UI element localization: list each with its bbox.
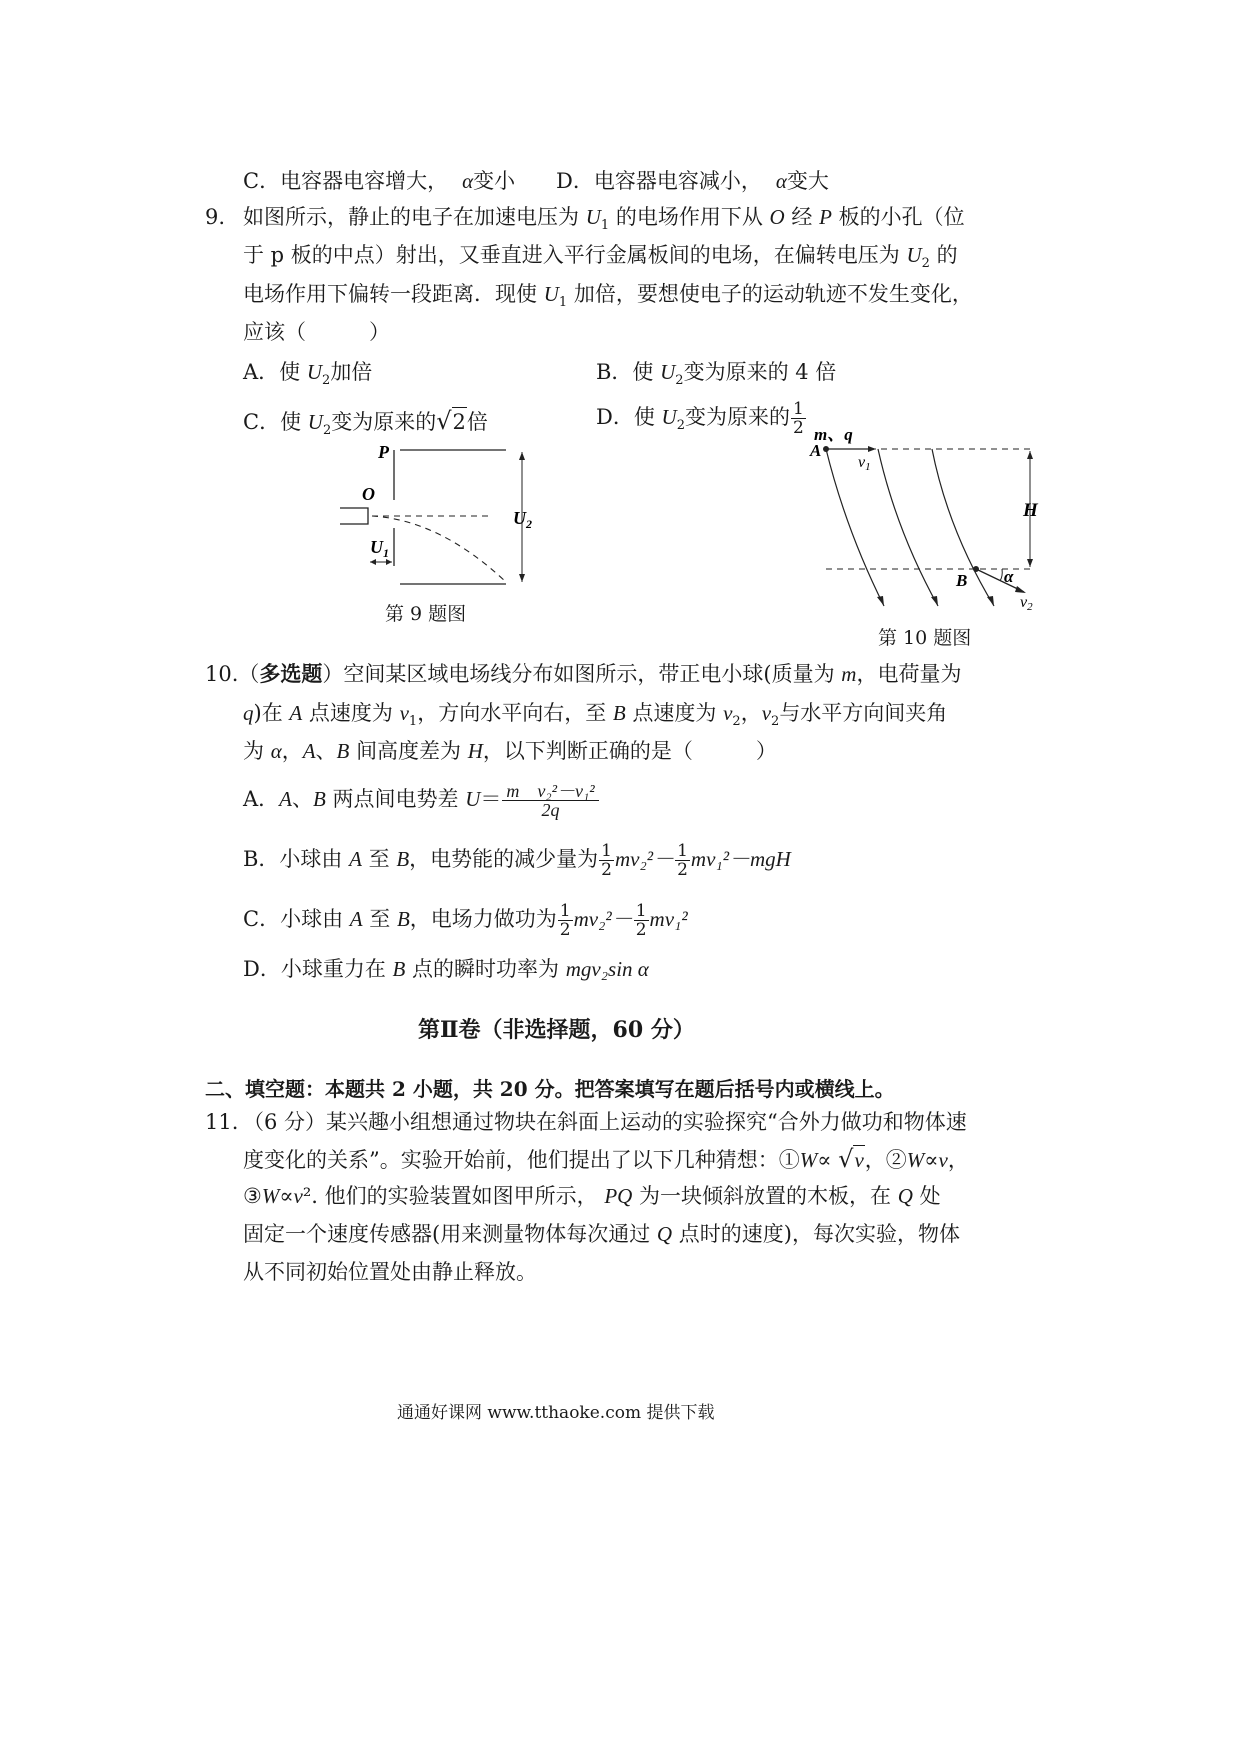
- h-arrowhead-top: [1027, 451, 1033, 459]
- q8-option-c: C．电容器电容增大， α变小: [243, 169, 516, 193]
- q9-option-d: D．使 $U_2$变为原来的 $\frac{1}{2}$: [596, 399, 804, 438]
- u2-arrowhead-top: [519, 452, 525, 460]
- q11-line3: ③W∝v². 他们的实验装置如图甲所示， PQ 为一块倾斜放置的木板，在 Q 处: [243, 1184, 941, 1208]
- q11-line5: 从不同初始位置处由静止释放。: [243, 1260, 537, 1284]
- q10-option-b: B．小球由 A 至 B，电势能的减少量为 $\frac{1}{2}$ mv₂²－ $\frac{1}{2}$ mv₁²－mgH: [243, 841, 791, 880]
- q9-figure: [330, 438, 550, 598]
- deflection-path: [372, 516, 506, 582]
- label-o: O: [362, 484, 375, 504]
- q11-line4: 固定一个速度传感器(用来测量物体每次通过 Q 点时的速度)，每次实验，物体: [243, 1222, 960, 1246]
- v1-arrowhead: [868, 446, 876, 452]
- label-b: B: [956, 571, 968, 590]
- field-line-3-arrow: [987, 596, 994, 606]
- label-v2: v2: [1020, 594, 1033, 613]
- u2-arrowhead-bottom: [519, 574, 525, 582]
- label-u1: $U_1$: [370, 537, 389, 560]
- alpha-arc: [1000, 569, 1002, 581]
- q9-stem-line1: 如图所示，静止的电子在加速电压为 $U_1$ 的电场作用下从 O 经 P 板的小孔（位: [243, 205, 965, 234]
- field-line-2-arrow: [931, 596, 938, 606]
- q9-stem-line2: 于 p 板的中点）射出，又垂直进入平行金属板间的电场，在偏转电压为 $U_2$ 的: [243, 243, 958, 272]
- field-line-2: [878, 449, 938, 606]
- h-arrowhead-bottom: [1027, 559, 1033, 567]
- q9-caption: 第 9 题图: [385, 603, 467, 625]
- q8-option-d: D．电容器电容减小， α变大: [556, 169, 829, 193]
- label-u2: $U_2$: [513, 508, 532, 531]
- label-a: A: [810, 441, 822, 460]
- q10-caption: 第 10 题图: [878, 627, 972, 649]
- q10-option-a: A．A、B 两点间电势差 U＝ $\frac{\text{m v₂²－v₁²}}{2q}$: [243, 782, 600, 819]
- q11-line1: （6 分）某兴趣小组想通过物块在斜面上运动的实验探究“合外力做功和物体速: [243, 1110, 967, 1134]
- q9-stem-line4: 应该（ ）: [243, 320, 390, 344]
- electron-source: [340, 508, 368, 524]
- q9-number: 9.: [205, 205, 226, 229]
- label-mq: m、q: [814, 425, 853, 444]
- v2-arrowhead: [1015, 586, 1026, 593]
- fill-in-heading: 二、填空题：本题共 2 小题，共 20 分。把答案填写在题后括号内或横线上。: [205, 1077, 895, 1101]
- q10-stem-line2: q)在 A 点速度为 $v_1$，方向水平向右，至 B 点速度为 $v_2$，$v_2$与水平方向间夹角: [243, 701, 948, 730]
- field-line-1-arrow: [877, 596, 884, 606]
- q10-stem-line1: 10.（多选题）空间某区域电场线分布如图所示，带正电小球(质量为 m，电荷量为: [205, 661, 962, 686]
- u1-arrowhead-left: [370, 559, 376, 565]
- point-a: [823, 446, 829, 452]
- q10-stem-line3: 为 α，A、B 间高度差为 H，以下判断正确的是（ ）: [243, 739, 777, 763]
- q9-stem-line3: 电场作用下偏转一段距离．现使 $U_1$ 加倍，要想使电子的运动轨迹不发生变化，: [243, 282, 973, 311]
- q9-option-a: A．使 $U_2$加倍: [243, 360, 373, 389]
- field-line-1: [826, 449, 884, 606]
- q9-option-c: C．使 $U_2$变为原来的√2倍: [243, 407, 488, 439]
- q10-option-c: C．小球由 A 至 B，电场力做功为 $\frac{1}{2}$ mv₂²－ $\frac{1}{2}$ mv₁²: [243, 901, 688, 940]
- label-alpha: α: [1004, 567, 1014, 586]
- label-p: P: [378, 442, 389, 462]
- q11-line2: 度变化的关系”。实验开始前，他们提出了以下几种猜想：①W∝ √v，②W∝v，: [243, 1145, 969, 1173]
- q9-option-b: B．使 $U_2$变为原来的 4 倍: [596, 360, 837, 389]
- q10-figure: [806, 420, 1046, 620]
- section-title: 第Ⅱ卷（非选择题，60 分）: [418, 1017, 695, 1043]
- q11-number: 11.: [205, 1110, 239, 1134]
- label-h: H: [1023, 500, 1038, 521]
- q10-option-d: D．小球重力在 B 点的瞬时功率为 mgv₂sin α: [243, 957, 649, 981]
- footer: 通通好课网 www.tthaoke.com 提供下载: [397, 1403, 715, 1423]
- label-v1: v1: [858, 454, 871, 473]
